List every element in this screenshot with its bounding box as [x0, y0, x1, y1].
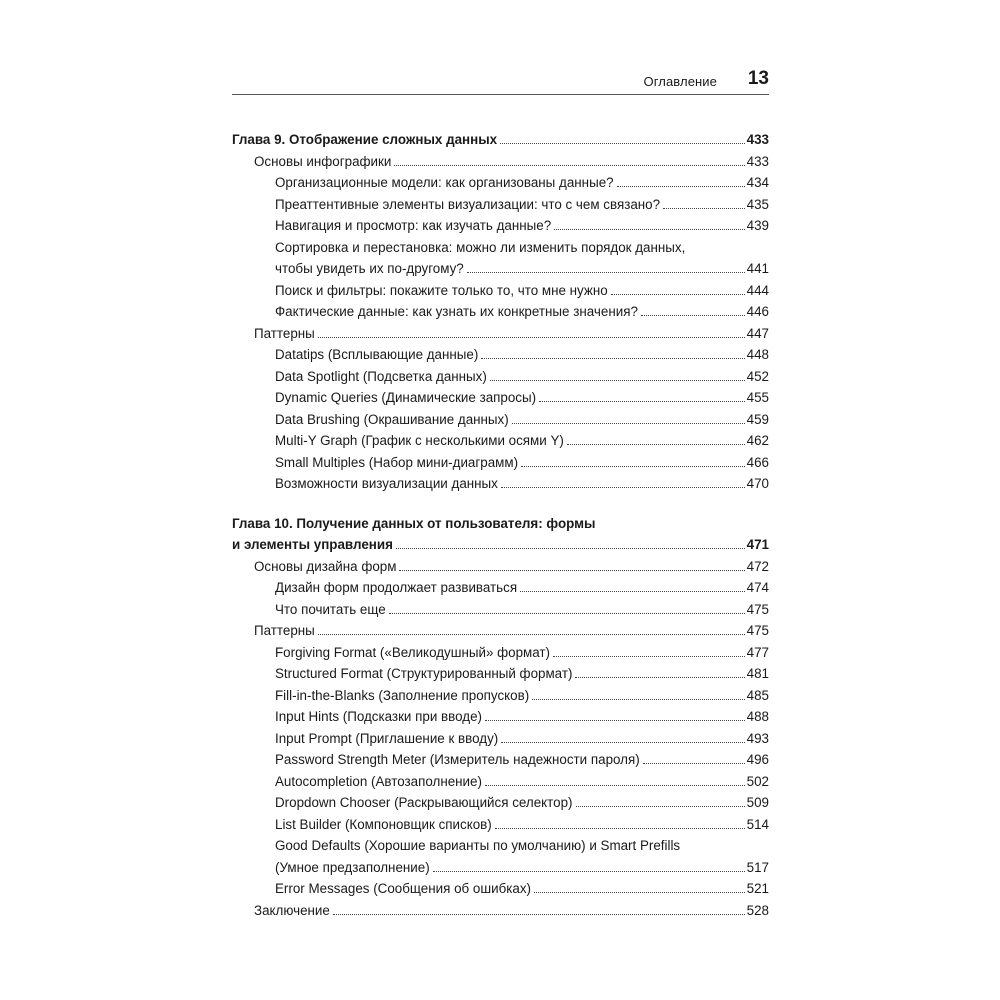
toc-chapter[interactable]	[232, 534, 769, 556]
dot-leader	[575, 677, 744, 678]
toc-entry-title: Основы дизайна форм	[254, 558, 397, 574]
toc-subsection[interactable]	[232, 473, 769, 495]
toc-entry-title: Autocompletion (Автозаполнение)	[275, 773, 482, 789]
toc-entry-page: 481	[746, 666, 769, 681]
dot-leader	[333, 914, 745, 915]
dot-leader	[485, 785, 745, 786]
running-header-title: Оглавление	[643, 74, 717, 89]
dot-leader	[399, 570, 744, 571]
toc-entry-page: 435	[746, 196, 769, 212]
toc-entry-title: Data Spotlight (Подсветка данных)	[275, 368, 487, 384]
toc-entry-page: 496	[746, 752, 769, 767]
dot-leader	[389, 613, 745, 614]
toc-entry-title: Основы инфографики	[254, 153, 392, 169]
toc-entry-title-line: Сортировка и перестановка: можно ли изменить порядок данных,	[275, 239, 686, 255]
dot-leader	[554, 229, 744, 230]
toc-entry-title: Data Brushing (Окрашивание данных)	[275, 411, 509, 427]
toc-entry-page: 459	[746, 411, 769, 427]
toc-section[interactable]	[232, 323, 769, 345]
toc-entry-title: Fill-in-the-Blanks (Заполнение пропусков)	[275, 687, 530, 703]
toc-entry-page: 466	[746, 454, 769, 470]
toc-subsection[interactable]	[232, 280, 769, 302]
toc-entry-title: Навигация и просмотр: как изучать данные?	[275, 218, 552, 233]
toc-entry-title: Forgiving Format («Великодушный» формат)	[275, 644, 550, 660]
toc-subsection[interactable]	[232, 258, 769, 280]
dot-leader	[617, 186, 745, 187]
toc-chapter-group	[232, 129, 769, 495]
dot-leader	[318, 337, 745, 338]
toc-subsection[interactable]	[232, 301, 769, 323]
dot-leader	[495, 828, 745, 829]
toc-subsection[interactable]	[232, 599, 769, 621]
dot-leader	[467, 272, 745, 273]
toc-subsection[interactable]	[232, 728, 769, 750]
toc-entry-title: Преаттентивные элементы визуализации: что с чем связано?	[275, 196, 661, 212]
dot-leader	[553, 656, 745, 657]
toc-subsection[interactable]	[232, 194, 769, 216]
toc-subsection[interactable]	[232, 706, 769, 728]
dot-leader	[500, 143, 745, 144]
dot-leader	[521, 466, 745, 467]
dot-leader	[318, 634, 745, 635]
toc-entry-page: 528	[746, 902, 769, 918]
toc-entry-title: Поиск и фильтры: покажите только то, что мне нужно	[275, 282, 608, 298]
toc-entry-page: 452	[746, 368, 769, 384]
dot-leader	[481, 358, 744, 359]
toc-subsection[interactable]	[232, 409, 769, 431]
toc-entry-title: Multi-Y Graph (График с несколькими осями Y)	[275, 433, 564, 448]
toc-entry-page: 485	[746, 687, 769, 703]
toc-entry-first-line	[232, 835, 769, 857]
toc-entry-title: Dynamic Queries (Динамические запросы)	[275, 390, 537, 405]
toc-subsection[interactable]	[232, 771, 769, 793]
toc-entry-title: List Builder (Компоновщик списков)	[275, 816, 492, 832]
toc-chapter[interactable]	[232, 129, 769, 151]
toc-entry-title: Организационные модели: как организованы данные?	[275, 175, 614, 190]
toc-entry-page: 514	[746, 816, 769, 832]
toc-entry-title: Input Hints (Подсказки при вводе)	[275, 709, 482, 724]
toc-entry-page: 471	[746, 537, 769, 552]
toc-section[interactable]	[232, 620, 769, 642]
toc-subsection[interactable]	[232, 387, 769, 409]
toc-entry-title-line: Good Defaults (Хорошие варианты по умолчанию) и Smart Prefills	[275, 838, 681, 853]
toc-entry-title: Глава 9. Отображение сложных данных	[232, 132, 498, 147]
dot-leader	[520, 591, 745, 592]
toc-entry-page: 439	[746, 218, 769, 233]
toc-entry-page: 517	[746, 859, 769, 875]
toc-entry-page: 433	[746, 132, 769, 147]
toc-entry-title: Паттерны	[254, 623, 315, 638]
toc-entry-page: 493	[746, 730, 769, 746]
dot-leader	[532, 699, 744, 700]
toc-entry-first-line	[232, 237, 769, 259]
dot-leader	[576, 806, 745, 807]
toc-subsection[interactable]	[232, 857, 769, 879]
toc-entry-title-line: Глава 10. Получение данных от пользователя: формы	[232, 515, 596, 531]
toc-section[interactable]	[232, 900, 769, 922]
dot-leader	[611, 294, 745, 295]
dot-leader	[534, 892, 745, 893]
dot-leader	[539, 401, 745, 402]
toc-entry-page: 509	[746, 795, 769, 810]
toc-subsection[interactable]	[232, 344, 769, 366]
toc-entry-page: 472	[746, 558, 769, 574]
toc-entry-page: 434	[746, 175, 769, 190]
toc-subsection[interactable]	[232, 452, 769, 474]
dot-leader	[643, 763, 745, 764]
dot-leader	[490, 380, 745, 381]
toc-entry-title: Что почитать еще	[275, 601, 386, 617]
toc-entry-first-line	[232, 513, 769, 535]
toc-subsection[interactable]	[232, 215, 769, 237]
toc-subsection[interactable]	[232, 663, 769, 685]
toc-entry-page: 502	[746, 773, 769, 789]
toc-subsection[interactable]	[232, 814, 769, 836]
toc-entry-title: Dropdown Chooser (Раскрывающийся селектор)	[275, 795, 573, 810]
toc-entry-page: 521	[746, 881, 769, 896]
toc-subsection[interactable]	[232, 878, 769, 900]
toc-section[interactable]	[232, 556, 769, 578]
toc-entry-title: Datatips (Всплывающие данные)	[275, 347, 479, 362]
toc-entry-page: 455	[746, 390, 769, 405]
toc-entry-page: 446	[746, 304, 769, 319]
toc-entry-page: 477	[746, 644, 769, 660]
toc-entry-page: 444	[746, 282, 769, 298]
toc-subsection[interactable]	[232, 685, 769, 707]
toc-entry-page: 488	[746, 709, 769, 724]
book-page	[232, 62, 769, 939]
toc-entry-page: 474	[746, 580, 769, 595]
toc-entry-title: Фактические данные: как узнать их конкретные значения?	[275, 304, 638, 319]
toc-entry-page: 441	[746, 261, 769, 276]
toc-subsection[interactable]	[232, 172, 769, 194]
toc-entry-title: Input Prompt (Приглашение к вводу)	[275, 730, 499, 746]
toc-entry-page: 448	[746, 347, 769, 362]
toc-section[interactable]	[232, 151, 769, 173]
toc-entry-title: чтобы увидеть их по-другому?	[275, 261, 464, 276]
toc-subsection[interactable]	[232, 366, 769, 388]
toc-subsection[interactable]	[232, 430, 769, 452]
toc-entry-title: Small Multiples (Набор мини-диаграмм)	[275, 454, 519, 470]
table-of-contents	[232, 129, 769, 921]
toc-subsection[interactable]	[232, 749, 769, 771]
toc-subsection[interactable]	[232, 642, 769, 664]
toc-entry-title: и элементы управления	[232, 537, 393, 552]
toc-entry-title: Дизайн форм продолжает развиваться	[275, 580, 518, 595]
dot-leader	[485, 720, 745, 721]
toc-entry-title: Error Messages (Сообщения об ошибках)	[275, 881, 532, 896]
toc-entry-page: 470	[746, 476, 769, 491]
dot-leader	[394, 165, 744, 166]
running-header	[232, 62, 769, 95]
toc-entry-title: Password Strength Meter (Измеритель надежности пароля)	[275, 752, 640, 767]
toc-entry-title: Паттерны	[254, 325, 315, 341]
toc-entry-title: Заключение	[254, 902, 330, 918]
dot-leader	[663, 208, 745, 209]
toc-chapter-group	[232, 513, 769, 922]
dot-leader	[512, 423, 745, 424]
dot-leader	[641, 315, 745, 316]
dot-leader	[396, 548, 745, 549]
toc-entry-title: Возможности визуализации данных	[275, 476, 498, 491]
toc-subsection[interactable]	[232, 577, 769, 599]
toc-entry-page: 447	[746, 325, 769, 341]
page-number: 13	[747, 68, 769, 89]
dot-leader	[501, 742, 744, 743]
dot-leader	[567, 444, 745, 445]
toc-subsection[interactable]	[232, 792, 769, 814]
toc-entry-page: 475	[746, 601, 769, 617]
toc-entry-title: (Умное предзаполнение)	[275, 859, 430, 875]
toc-entry-title: Structured Format (Структурированный формат)	[275, 666, 573, 681]
toc-entry-page: 462	[746, 433, 769, 448]
toc-entry-page: 433	[746, 153, 769, 169]
dot-leader	[501, 487, 745, 488]
toc-entry-page: 475	[746, 623, 769, 638]
dot-leader	[433, 871, 745, 872]
